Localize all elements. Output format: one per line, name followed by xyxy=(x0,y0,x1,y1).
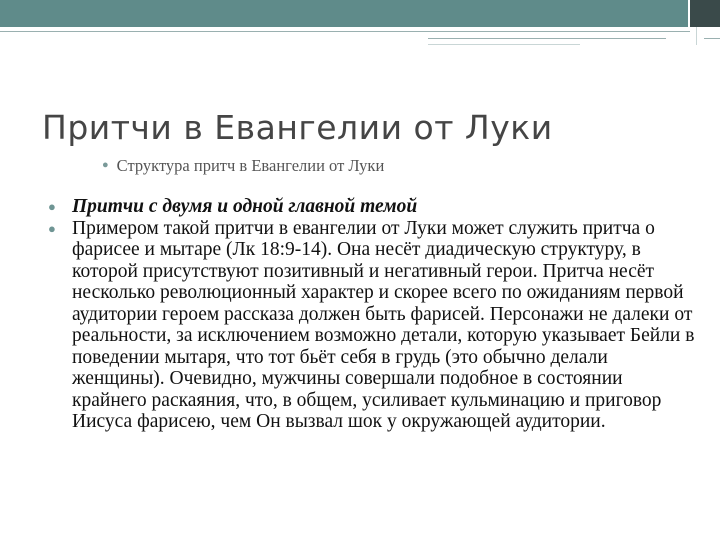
decorative-line xyxy=(428,44,580,45)
bullet-dot-icon: ● xyxy=(48,220,56,236)
decorative-line xyxy=(704,38,720,39)
decorative-line xyxy=(0,31,690,32)
bullet-list xyxy=(48,196,698,433)
bullet-dot-icon: ● xyxy=(48,199,56,214)
decorative-line xyxy=(428,38,666,39)
list-item xyxy=(48,218,698,433)
decorative-line xyxy=(696,27,697,45)
bullet-dot-icon: ● xyxy=(102,159,109,171)
bullet-text: Притчи с двумя и одной главной темой xyxy=(72,196,418,217)
top-dark-bar xyxy=(690,0,720,27)
subtitle-text: Структура притч в Евангелии от Луки xyxy=(116,156,385,175)
top-accent-bar xyxy=(0,0,690,27)
slide-title: Притчи в Евангелии от Луки xyxy=(42,108,553,147)
list-item xyxy=(48,196,698,218)
slide-subtitle xyxy=(102,156,384,176)
bullet-text: Примером такой притчи в евангелии от Луки может служить притча о фарисее и мытаре (Лк 18:9-14). Она несёт диадическую структуру, в которой присутствуют позитивный и негативный герои. Притча несёт несколько революционный характер и скорее всего по ожиданиям первой аудитории героем рассказа должен быть фарисей. Персонажи не далеки от реальности, за исключением возможно детали, которую указывает Бейли в поведении мытаря, что тот бьёт себя в грудь (это обычно делали женщины). Очевидно, мужчины совершали подобное в состоянии крайнего раскаяния, что, в общем, усиливает кульминацию и приговор Иисуса фарисею, чем Он вызвал шок у окружающей аудитории. xyxy=(72,217,695,432)
